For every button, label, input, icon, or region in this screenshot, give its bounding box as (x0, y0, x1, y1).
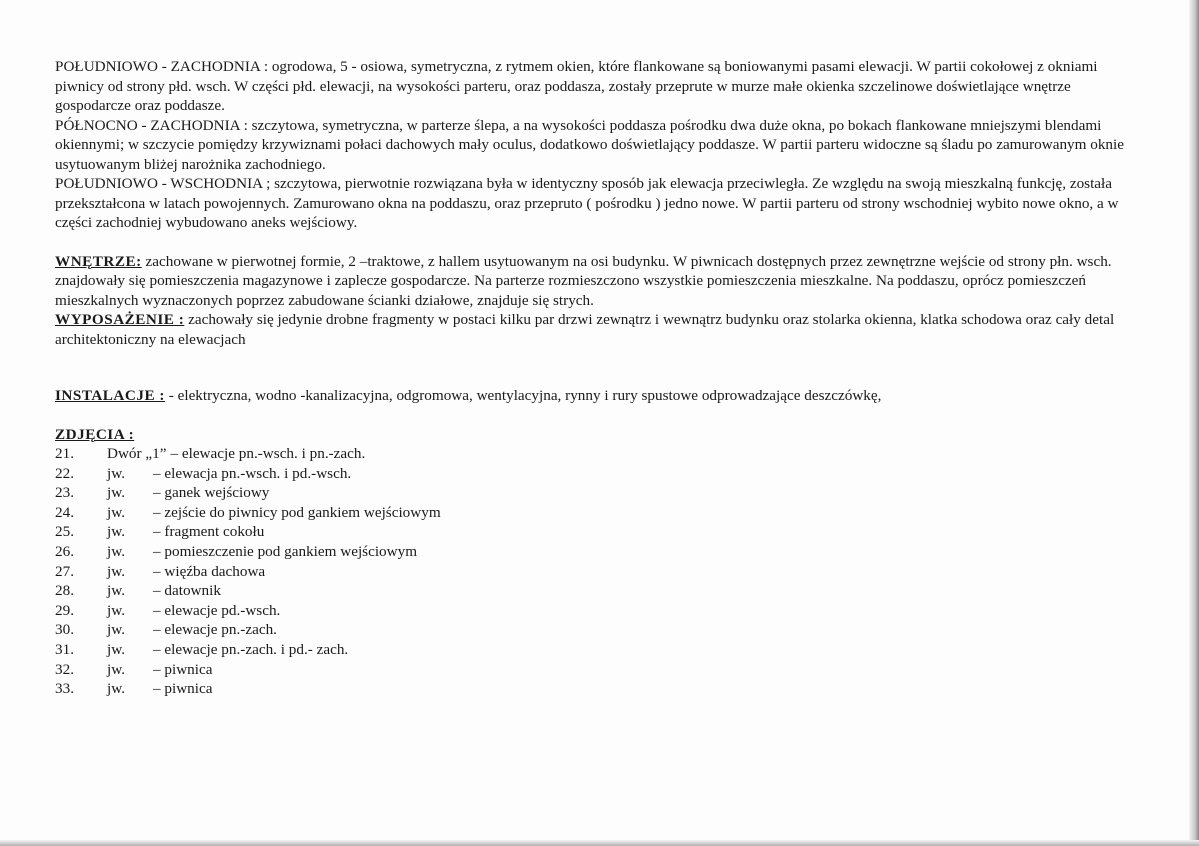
spacer (55, 349, 1145, 386)
photo-description: – elewacje pd.-wsch. (153, 601, 281, 619)
photo-source: jw. (107, 542, 125, 560)
photo-description: – zejście do piwnicy pod gankiem wejściowym (153, 503, 441, 521)
spacer (55, 233, 1145, 252)
photo-source: jw. (107, 582, 125, 600)
text-equipment: zachowały się jedynie drobne fragmenty w postaci kilku par drzwi zewnątrz i wewnątrz budynku oraz stolarka okienna, klatka schodowa oraz cały detal architektoniczny na elewacjach (55, 311, 1115, 348)
photo-number: 33. (55, 680, 74, 698)
photo-number: 29. (55, 601, 74, 619)
scan-edge-bottom (0, 840, 1199, 846)
photo-list-item (55, 620, 1145, 640)
spacer (55, 406, 1145, 425)
photo-number: 21. (55, 445, 74, 462)
paragraph-interior (55, 252, 1145, 311)
paragraph-nw-elevation (55, 116, 1145, 175)
photo-number: 30. (55, 621, 74, 639)
photo-source: jw. (107, 680, 125, 698)
photo-list-item (55, 601, 1145, 621)
photo-number: 25. (55, 523, 74, 541)
photo-description: – piwnica (153, 680, 213, 698)
photo-description: – pomieszczenie pod gankiem wejściowym (153, 542, 418, 560)
photo-number: 23. (55, 484, 74, 502)
heading-photos: ZDJĘCIA : (55, 425, 135, 443)
photo-source: jw. (107, 601, 125, 619)
photo-source: jw. (107, 660, 125, 678)
photo-list-item (55, 503, 1145, 523)
heading-se-elevation: POŁUDNIOWO - WSCHODNIA (55, 175, 263, 192)
photos-heading-line (55, 425, 1145, 445)
text-nw-elevation: : szczytowa, symetryczna, w parterze ślepa, a na wysokości poddasza pośrodku dwa duże okna, po bokach flankowane mniejszymi blendami okiennymi; w szczycie pomiędzy krzywiznami połaci dachowych mały oculus, dodatkowo doświetlający poddasze. W partii parteru widoczne są śladu po zamurowanym oknie usytuowanym bliżej narożnika zachodniego. (55, 116, 1124, 173)
text-se-elevation: ; szczytowa, pierwotnie rozwiązana była w identyczny sposób jak elewacja przeciwległa. Ze względu na swoją mieszkalną funkcję, została przekształcona w latach powojennych. Zamurowano okna na poddaszu, oraz przepruto ( pośrodku ) jedno nowe. W partii parteru od strony wschodniej wybito nowe okno, a w części zachodniej wybudowano aneks wejściowy. (55, 175, 1119, 231)
text-installations: - elektryczna, wodno -kanalizacyjna, odgromowa, wentylacyjna, rynny i rury spustowe odprowadzające deszczówkę, (164, 387, 882, 404)
photo-source: jw. (107, 640, 125, 658)
paragraph-sw-elevation (55, 57, 1145, 116)
heading-nw-elevation: PÓŁNOCNO - ZACHODNIA (55, 116, 240, 134)
paragraph-equipment (55, 310, 1145, 349)
photo-source: jw. (107, 621, 125, 639)
paragraph-se-elevation (55, 174, 1145, 233)
photo-description: – fragment cokołu (153, 523, 265, 541)
photo-list-item (55, 522, 1145, 542)
photo-description: – więźba dachowa (153, 562, 266, 580)
photo-source: Dwór „1” (107, 445, 167, 462)
photo-description: – elewacje pn.-wsch. i pn.-zach. (170, 445, 366, 462)
photo-description: – ganek wejściowy (153, 484, 270, 502)
photo-source: jw. (107, 484, 125, 502)
heading-sw-elevation: POŁUDNIOWO - ZACHODNIA (55, 58, 261, 75)
photo-number: 32. (55, 660, 74, 678)
photo-description: – datownik (153, 582, 221, 600)
photo-number: 27. (55, 562, 74, 580)
photo-list-item (55, 464, 1145, 484)
photo-number: 31. (55, 640, 74, 658)
photo-source: jw. (107, 562, 125, 580)
heading-equipment: WYPOSAŻENIE : (55, 311, 185, 328)
text-sw-elevation: : ogrodowa, 5 - osiowa, symetryczna, z rytmem okien, które flankowane są boniowanymi pasami elewacji. W partii cokołowej z okniami piwnicy od strony płd. wsch. W części płd. elewacji, na wysokości parteru, oraz poddasza, zostały przeprute w murze małe okienka szczelinowe doświetlające wnętrze gospodarcze oraz poddasze. (55, 58, 1098, 114)
photo-source: jw. (107, 503, 125, 521)
photo-source: jw. (107, 464, 125, 482)
photo-list (55, 444, 1145, 699)
photo-number: 28. (55, 582, 74, 600)
paragraph-installations (55, 386, 1145, 406)
photo-list-item (55, 640, 1145, 660)
photo-description: – elewacje pn.-zach. (153, 621, 277, 639)
photo-source: jw. (107, 523, 125, 541)
photo-list-item (55, 444, 1145, 464)
photo-description: – elewacje pn.-zach. i pd.- zach. (153, 640, 349, 658)
heading-installations: INSTALACJE : (55, 387, 165, 404)
scan-edge-right (1189, 0, 1199, 846)
heading-interior: WNĘTRZE: (55, 252, 142, 270)
photo-number: 26. (55, 542, 74, 560)
photo-description: – piwnica (153, 660, 213, 678)
text-interior: zachowane w pierwotnej formie, 2 –traktowe, z hallem usytuowanym na osi budynku. W piwnicach dostępnych przez zewnętrzne wejście od strony płn. wsch. znajdowały się pomieszczenia magazynowe i zaplecze gospodarcze. Na parterze rozmieszczono wszystkie pomieszczenia mieszkalne. Na poddaszu, oprócz pomieszczeń mieszkalnych wyznaczonych poprzez zabudowane ścianki działowe, znajduje się strych. (55, 252, 1112, 309)
photo-list-item (55, 562, 1145, 582)
photo-list-item (55, 483, 1145, 503)
photo-description: – elewacja pn.-wsch. i pd.-wsch. (153, 464, 352, 482)
photo-list-item (55, 581, 1145, 601)
photo-list-item (55, 679, 1145, 699)
photo-number: 24. (55, 503, 74, 521)
document-body (55, 57, 1145, 699)
photo-number: 22. (55, 464, 74, 482)
photo-list-item (55, 542, 1145, 562)
photo-list-item (55, 660, 1145, 680)
